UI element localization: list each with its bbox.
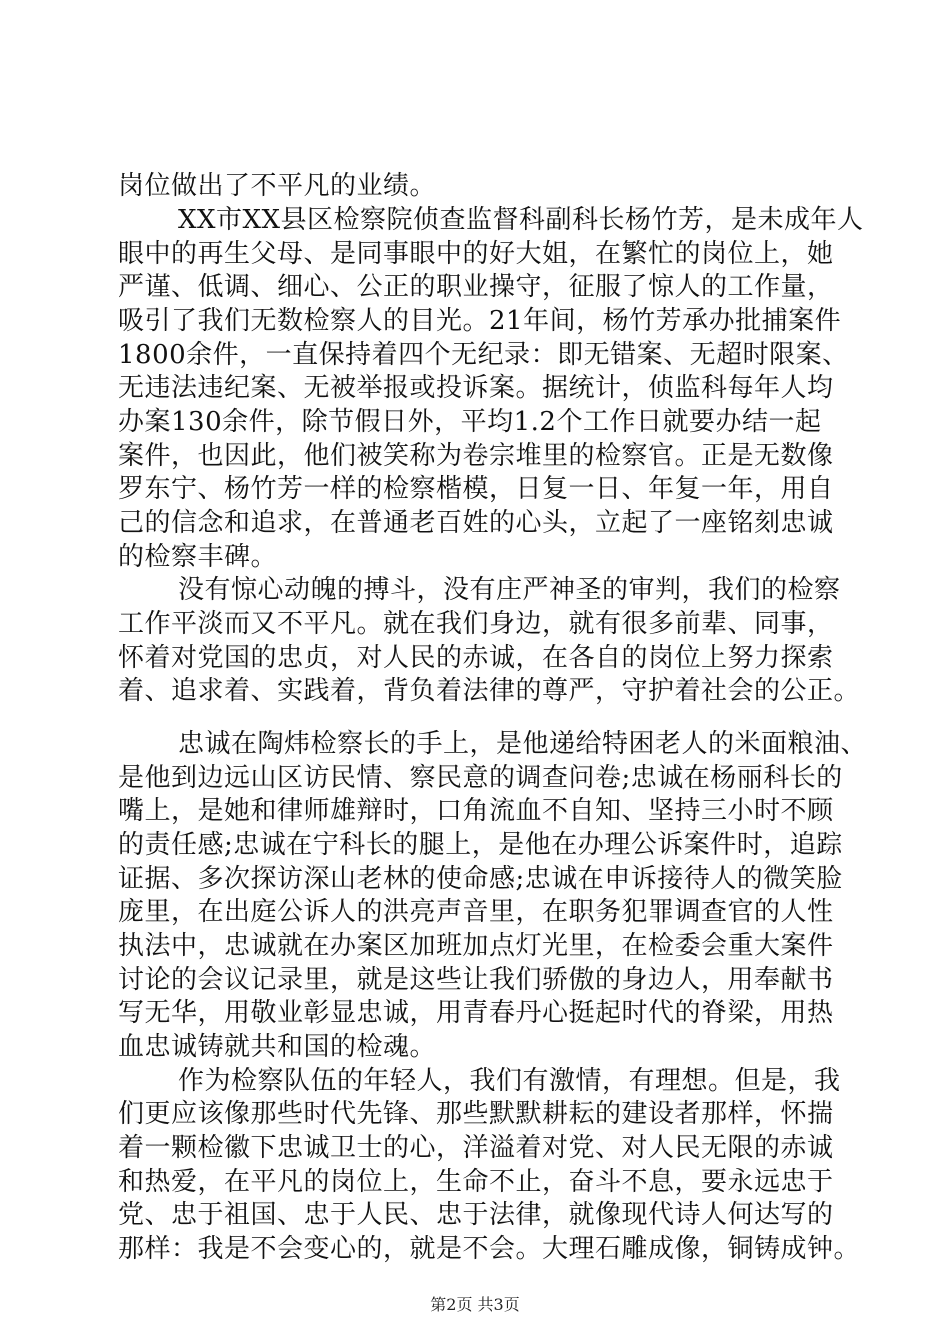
- text-line: 和热爱，在平凡的岗位上，生命不止，奋斗不息，要永远忠于: [118, 1167, 834, 1197]
- text-line: 党、忠于祖国、忠于人民、忠于法律，就像现代诗人何达写的: [118, 1200, 834, 1230]
- text-line: 眼中的再生父母、是同事眼中的好大姐，在繁忙的岗位上，她: [118, 239, 834, 269]
- text-line: 怀着对党国的忠贞，对人民的赤诚，在各自的岗位上努力探索: [118, 643, 834, 673]
- text-line: 写无华，用敬业彰显忠诚，用青春丹心挺起时代的脊梁，用热: [118, 998, 834, 1028]
- text-line: 庞里，在出庭公诉人的洪亮声音里，在职务犯罪调查官的人性: [118, 897, 834, 927]
- text-line: 血忠诚铸就共和国的检魂。: [118, 1032, 437, 1062]
- text-line: 己的信念和追求，在普通老百姓的心头，立起了一座铭刻忠诚: [118, 508, 834, 538]
- text-line: 嘴上，是她和律师雄辩时，口角流血不自知、坚持三小时不顾: [118, 796, 834, 826]
- text-line: 案件，也因此，他们被笑称为卷宗堆里的检察官。正是无数像: [118, 441, 834, 471]
- text-line: 是他到边远山区访民情、察民意的调查问卷;忠诚在杨丽科长的: [118, 763, 843, 793]
- text-line: 吸引了我们无数检察人的目光。21年间，杨竹芳承办批捕案件: [118, 306, 842, 336]
- text-line: 严谨、低调、细心、公正的职业操守，征服了惊人的工作量，: [118, 272, 834, 302]
- text-line: 们更应该像那些时代先锋、那些默默耕耘的建设者那样，怀揣: [118, 1099, 834, 1129]
- text-line: 作为检察队伍的年轻人，我们有激情，有理想。但是，我: [178, 1066, 841, 1096]
- text-line: 无违法违纪案、无被举报或投诉案。据统计，侦监科每年人均: [118, 373, 834, 403]
- page-footer: 第2页 共3页: [430, 1295, 520, 1314]
- text-line: 讨论的会议记录里，就是这些让我们骄傲的身边人，用奉献书: [118, 965, 834, 995]
- text-line: 的检察丰碑。: [118, 542, 278, 572]
- text-line: 办案130余件，除节假日外，平均1.2个工作日就要办结一起: [118, 407, 822, 437]
- text-line: 忠诚在陶炜检察长的手上，是他递给特困老人的米面粮油、: [178, 729, 868, 759]
- text-line: 着一颗检徽下忠诚卫士的心，洋溢着对党、对人民无限的赤诚: [118, 1133, 834, 1163]
- text-line: 岗位做出了不平凡的业绩。: [118, 171, 437, 201]
- text-line: XX市XX县区检察院侦查监督科副科长杨竹芳，是未成年人: [178, 205, 864, 235]
- text-line: 1800余件，一直保持着四个无纪录：即无错案、无超时限案、: [118, 340, 849, 370]
- text-line: 工作平淡而又不平凡。就在我们身边，就有很多前辈、同事，: [118, 609, 834, 639]
- text-line: 的责任感;忠诚在宁科长的腿上，是他在办理公诉案件时，追踪: [118, 830, 843, 860]
- text-line: 着、追求着、实践着，背负着法律的尊严，守护着社会的公正。: [118, 676, 861, 706]
- text-line: 没有惊心动魄的搏斗，没有庄严神圣的审判，我们的检察: [178, 575, 841, 605]
- text-line: 证据、多次探访深山老林的使命感;忠诚在申诉接待人的微笑脸: [118, 864, 843, 894]
- text-line: 执法中，忠诚就在办案区加班加点灯光里，在检委会重大案件: [118, 931, 834, 961]
- text-line: 罗东宁、杨竹芳一样的检察楷模，日复一日、年复一年，用自: [118, 474, 834, 504]
- text-line: 那样：我是不会变心的，就是不会。大理石雕成像，铜铸成钟。: [118, 1234, 861, 1264]
